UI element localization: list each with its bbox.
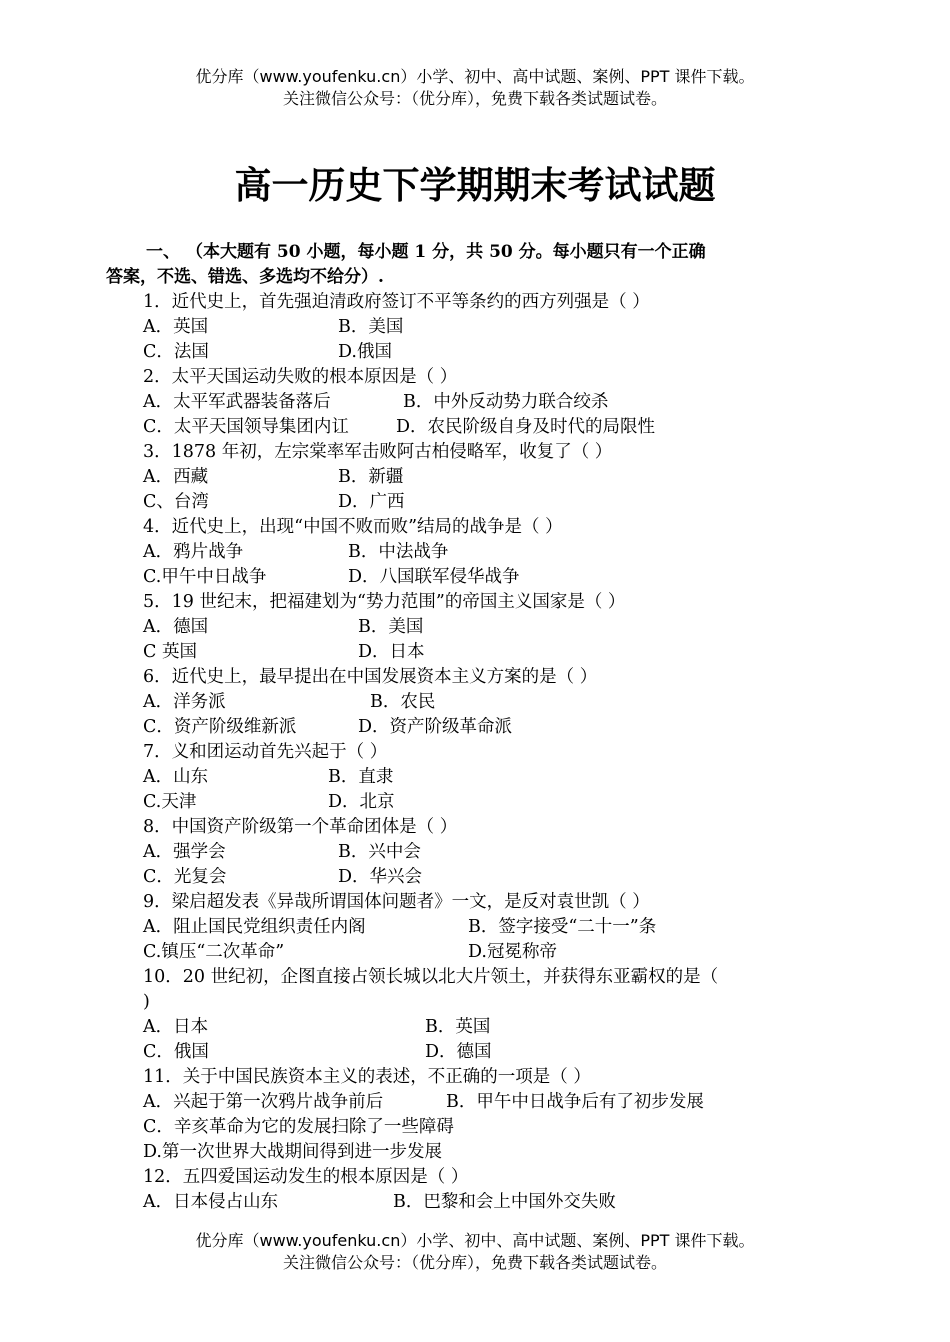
option-text: D．北京 — [328, 792, 395, 812]
line-text: C．太平天国领导集团内讧 — [143, 417, 349, 437]
line-text: A．日本侵占山东 — [143, 1192, 279, 1212]
line-text: A．太平军武器装备落后 — [143, 392, 331, 412]
option-text: B．新疆 — [338, 467, 404, 487]
line-text: 7．义和团运动首先兴起于（ ） — [143, 742, 388, 762]
line-text: ) — [143, 992, 150, 1012]
question-line — [143, 690, 853, 715]
option-text: B．中外反动势力联合绞杀 — [403, 392, 609, 412]
question-line — [143, 640, 853, 665]
option-text: D．广西 — [338, 492, 405, 512]
question-line — [143, 365, 853, 390]
option-text: D.俄国 — [338, 342, 392, 362]
line-text: C．俄国 — [143, 1042, 209, 1062]
line-text: 4．近代史上，出现“中国不败而败”结局的战争是（ ） — [143, 517, 563, 537]
line-text: C.天津 — [143, 792, 197, 812]
line-text: 5．19 世纪末，把福建划为“势力范围”的帝国主义国家是（ ） — [143, 592, 626, 612]
option-text: B．直隶 — [328, 767, 394, 787]
line-text: A．兴起于第一次鸦片战争前后 — [143, 1092, 384, 1112]
question-line — [143, 965, 853, 990]
option-text: D．日本 — [358, 642, 425, 662]
section-number: 一、 — [146, 242, 180, 262]
question-line — [143, 1140, 853, 1165]
question-line — [143, 315, 853, 340]
page-header — [0, 66, 950, 110]
option-text: D．德国 — [425, 1042, 492, 1062]
option-text: D．农民阶级自身及时代的局限性 — [396, 417, 656, 437]
line-text: C．法国 — [143, 342, 209, 362]
line-text: C.镇压“二次革命” — [143, 942, 285, 962]
instruction-text-b: 答案，不选、错选、多选均不给分）. — [106, 267, 384, 287]
line-text: A．鸦片战争 — [143, 542, 244, 562]
question-line — [143, 415, 853, 440]
question-line — [143, 590, 853, 615]
line-text: 10．20 世纪初，企图直接占领长城以北大片领土，并获得东亚霸权的是（ — [143, 967, 719, 987]
line-text: A．西藏 — [143, 467, 209, 487]
line-text: 8．中国资产阶级第一个革命团体是（ ） — [143, 817, 458, 837]
question-line — [143, 565, 853, 590]
line-text: C．光复会 — [143, 867, 227, 887]
question-line — [143, 490, 853, 515]
line-text: C、台湾 — [143, 492, 209, 512]
section-instruction — [106, 240, 846, 290]
option-text: B．兴中会 — [338, 842, 421, 862]
question-line — [143, 1040, 853, 1065]
question-line — [143, 515, 853, 540]
option-text: D.冠冕称帝 — [468, 942, 557, 962]
option-text: B．巴黎和会上中国外交失败 — [393, 1192, 616, 1212]
question-line — [143, 765, 853, 790]
question-line — [143, 840, 853, 865]
question-line — [143, 1190, 853, 1215]
line-text: A．山东 — [143, 767, 209, 787]
line-text: C．资产阶级维新派 — [143, 717, 297, 737]
question-line — [143, 440, 853, 465]
question-line — [143, 715, 853, 740]
line-text: 2．太平天国运动失败的根本原因是（ ） — [143, 367, 458, 387]
page-footer — [0, 1230, 950, 1274]
question-line — [143, 665, 853, 690]
line-text: A．阻止国民党组织责任内阁 — [143, 917, 366, 937]
question-line — [143, 815, 853, 840]
question-line — [143, 890, 853, 915]
question-line — [143, 740, 853, 765]
option-text: B．英国 — [425, 1017, 491, 1037]
option-text: B．签字接受“二十一”条 — [468, 917, 657, 937]
question-line — [143, 1115, 853, 1140]
option-text: D．八国联军侵华战争 — [348, 567, 520, 587]
footer-line-2: 关注微信公众号：（优分库），免费下载各类试题试卷。 — [282, 1253, 667, 1272]
question-line — [143, 865, 853, 890]
option-text: D．华兴会 — [338, 867, 423, 887]
line-text: A．强学会 — [143, 842, 226, 862]
page-title: 高一历史下学期期末考试试题 — [234, 163, 716, 207]
line-text: A．洋务派 — [143, 692, 226, 712]
question-line — [143, 990, 853, 1015]
option-text: B．美国 — [358, 617, 424, 637]
line-text: 1．近代史上，首先强迫清政府签订不平等条约的西方列强是（ ） — [143, 292, 650, 312]
question-line — [143, 915, 853, 940]
line-text: A．德国 — [143, 617, 209, 637]
line-text: C.甲午中日战争 — [143, 567, 267, 587]
question-line — [143, 540, 853, 565]
question-line — [143, 615, 853, 640]
line-text: 12．五四爱国运动发生的根本原因是（ ） — [143, 1167, 469, 1187]
line-text: C．辛亥革命为它的发展扫除了一些障碍 — [143, 1117, 454, 1137]
question-line — [143, 790, 853, 815]
line-text: A．英国 — [143, 317, 209, 337]
question-line — [143, 290, 853, 315]
header-line-2: 关注微信公众号：（优分库），免费下载各类试题试卷。 — [282, 89, 667, 108]
question-list — [143, 290, 853, 1215]
line-text: 6．近代史上，最早提出在中国发展资本主义方案的是（ ） — [143, 667, 598, 687]
option-text: B．中法战争 — [348, 542, 449, 562]
option-text: B．美国 — [338, 317, 404, 337]
line-text: 11．关于中国民族资本主义的表述，不正确的一项是（ ） — [143, 1067, 591, 1087]
header-line-1: 优分库（www.youfenku.cn）小学、初中、高中试题、案例、PPT 课件下载。 — [195, 67, 755, 86]
line-text: 9．梁启超发表《异哉所谓国体问题者》一文，是反对袁世凯（ ） — [143, 892, 650, 912]
instruction-text-a: （本大题有 50 小题，每小题 1 分，共 50 分。每小题只有一个正确 — [186, 242, 706, 262]
option-text: B．甲午中日战争后有了初步发展 — [446, 1092, 704, 1112]
option-text: B．农民 — [370, 692, 436, 712]
question-line — [143, 340, 853, 365]
question-line — [143, 465, 853, 490]
line-text: D.第一次世界大战期间得到进一步发展 — [143, 1142, 442, 1162]
line-text: A．日本 — [143, 1017, 209, 1037]
footer-line-1: 优分库（www.youfenku.cn）小学、初中、高中试题、案例、PPT 课件下载。 — [195, 1231, 755, 1250]
question-line — [143, 1165, 853, 1190]
question-line — [143, 940, 853, 965]
line-text: 3．1878 年初，左宗棠率军击败阿古柏侵略军，收复了（ ） — [143, 442, 613, 462]
line-text: C 英国 — [143, 642, 197, 662]
option-text: D．资产阶级革命派 — [358, 717, 513, 737]
question-line — [143, 390, 853, 415]
question-line — [143, 1065, 853, 1090]
question-line — [143, 1090, 853, 1115]
question-line — [143, 1015, 853, 1040]
